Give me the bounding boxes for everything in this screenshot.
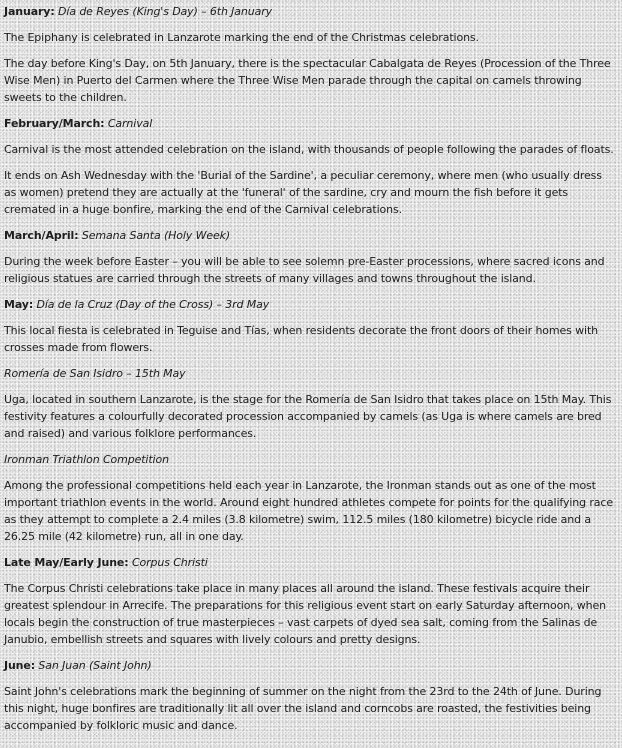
paragraph: Saint John's celebrations mark the beginning of summer on the night from the 23rd to the 24th of June. During this night, huge bonfires are traditionally lit all over the island and corncobs are roasted, the festivities being accompanied by folkloric music and dance.: [4, 685, 602, 732]
section-heading: [4, 451, 616, 468]
heading-title: Corpus Christi: [131, 556, 208, 569]
section-heading: [4, 554, 616, 571]
heading-title: Semana Santa (Holy Week): [81, 229, 231, 242]
paragraph: The Epiphany is celebrated in Lanzarote marking the end of the Christmas celebrations.: [4, 31, 479, 44]
section-heading: [4, 296, 616, 313]
heading-label: March/April:: [4, 229, 79, 242]
heading-label: Late May/Early June:: [4, 556, 129, 569]
paragraph: Among the professional competitions held each year in Lanzarote, the Ironman stands out as one of the most important triathlon events in the world. Around eight hundred athletes compete for points for the qualifying race as they attempt to complete a 2.4 miles (3.8 kilometre) swim, 112.5 miles (180 kilometre) bicycle ride and a 26.25 mile (42 kilometre) run, all in one day.: [4, 479, 613, 543]
paragraph: During the week before Easter – you will be able to see solemn pre-Easter processions, where sacred icons and religious statues are carried through the streets of many villages and towns throughout the island.: [4, 255, 605, 285]
paragraph: Carnival is the most attended celebration on the island, with thousands of people following the parades of floats.: [4, 143, 614, 156]
section-heading: [4, 227, 616, 244]
heading-title: Carnival: [107, 117, 153, 130]
heading-label: June:: [4, 659, 36, 672]
heading-title: Ironman Triathlon Competition: [4, 453, 169, 466]
section-heading: [4, 3, 616, 20]
paragraph: The day before King's Day, on 5th January, there is the spectacular Cabalgata de Reyes (Procession of the Three Wise Men) in Puerto del Carmen where the Three Wise Men parade through the capital on camels throwing sweets to the children.: [4, 57, 611, 104]
heading-title: San Juan (Saint John): [38, 659, 152, 672]
heading-label: January:: [4, 5, 55, 18]
section-heading: [4, 365, 616, 382]
paragraph: Uga, located in southern Lanzarote, is the stage for the Romería de San Isidro that takes place on 15th May. This festivity features a colourfully decorated procession accompanied by camels (as Uga is where camels are bred and raised) and various folklore performances.: [4, 393, 612, 440]
heading-label: May:: [4, 298, 34, 311]
paragraph: It ends on Ash Wednesday with the 'Burial of the Sardine', a peculiar ceremony, where men (who usually dress as women) pretend they are actually at the 'funeral' of the sardine, cry and mourn the fish before it gets cremated in a huge bonfire, marking the end of the Carnival celebrations.: [4, 169, 602, 216]
events-document: [4, 3, 616, 743]
heading-label: February/March:: [4, 117, 105, 130]
paragraph: The Corpus Christi celebrations take place in many places all around the island. These festivals acquire their greatest splendour in Arrecife. The preparations for this religious event start on early Saturday afternoon, when locals begin the construction of true masterpieces – vast carpets of dyed sea salt, coming from the Salinas de Janubio, embellish streets and squares with lively colours and pretty designs.: [4, 582, 607, 646]
section-heading: [4, 115, 616, 132]
section-heading: [4, 657, 616, 674]
heading-title: Día de Reyes (King's Day) – 6th January: [58, 5, 273, 18]
heading-title: Día de la Cruz (Day of the Cross) – 3rd May: [36, 298, 270, 311]
heading-title: Romería de San Isidro – 15th May: [4, 367, 186, 380]
paragraph: This local fiesta is celebrated in Teguise and Tías, when residents decorate the front doors of their homes with crosses made from flowers.: [4, 324, 598, 354]
